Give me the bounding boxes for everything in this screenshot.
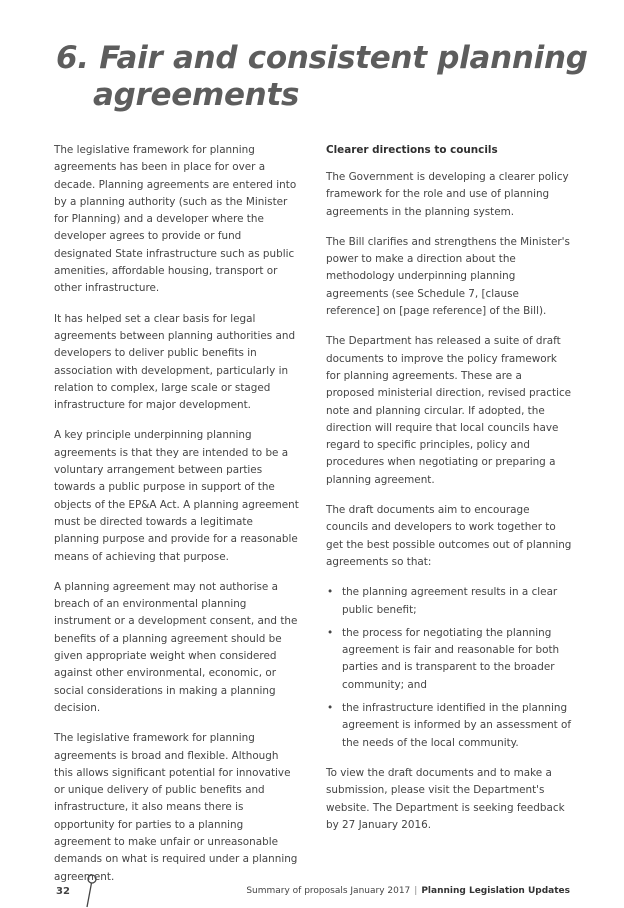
- bullet-icon: •: [327, 586, 334, 599]
- bullet-list: [326, 584, 572, 752]
- publication-name: Planning Legislation Updates: [421, 886, 570, 896]
- page-footer: [0, 876, 624, 906]
- section-subheading: Clearer directions to councils: [326, 144, 498, 156]
- page-title-line-1: 6. Fair and consistent planning: [56, 40, 588, 76]
- paragraph: A key principle underpinning planning agreements is that they are intended to be a voluntary arrangement between parties towards a public purpose in support of the objects of the EP&A Act. A planning agreement must be directed towards a legitimate planning purpose and provide for a reasonable means of achieving that purpose.: [54, 429, 299, 563]
- list-item: [326, 584, 572, 619]
- list-item: [326, 625, 572, 694]
- bullet-icon: •: [327, 702, 334, 715]
- paragraph: The draft documents aim to encourage councils and developers to work together to get the best possible outcomes out of planning agreements so that:: [326, 504, 572, 568]
- list-item: [326, 700, 572, 752]
- page-title: [56, 40, 596, 114]
- footer-separator: |: [414, 886, 418, 896]
- page-number: 32: [56, 886, 70, 897]
- list-item-text: the planning agreement results in a clear public benefit;: [342, 586, 558, 616]
- page-title-line-2: agreements: [93, 77, 300, 113]
- location-pin-icon: [84, 874, 98, 908]
- footer-text: [246, 886, 570, 896]
- bullet-icon: •: [327, 626, 334, 639]
- paragraph: The Government is developing a clearer policy framework for the role and use of planning agreements in the planning system.: [326, 171, 569, 218]
- right-column: [326, 142, 572, 847]
- paragraph: The legislative framework for planning agreements is broad and flexible. Although this allows significant potential for innovative or unique delivery of public benefits and infrastructure, it also means there is opportunity for parties to a planning agreement to make unfair or unreasonable demands on what is required under a planning agreement.: [54, 732, 298, 883]
- paragraph: A planning agreement may not authorise a breach of an environmental planning instrument or a development consent, and the benefits of a planning agreement should be given appropriate weight when considered against other environmental, economic, or social considerations in making a planning decision.: [54, 580, 298, 714]
- list-item-text: the infrastructure identified in the planning agreement is informed by an assessment of the needs of the local community.: [342, 702, 572, 749]
- paragraph: The legislative framework for planning agreements has been in place for over a decade. Planning agreements are entered into by a planning authority (such as the Minister for Planning) and a developer where the developer agrees to provide or fund designated State infrastructure such as public amenities, affordable housing, transport or other infrastructure.: [54, 144, 297, 295]
- paragraph: To view the draft documents and to make a submission, please visit the Department's website. The Department is seeking feedback by 27 January 2016.: [326, 766, 565, 831]
- doc-title: Summary of proposals January 2017: [246, 886, 411, 896]
- paragraph: It has helped set a clear basis for legal agreements between planning authorities and developers to deliver public benefits in association with development, particularly in relation to complex, large scale or staged infrastructure for major development.: [54, 312, 296, 412]
- paragraph: The Department has released a suite of draft documents to improve the policy framework for planning agreements. These are a proposed ministerial direction, revised practice note and planning circular. If adopted, the direction will require that local councils have regard to specific principles, policy and procedures when negotiating or preparing a planning agreement.: [326, 335, 572, 486]
- left-column: [54, 142, 300, 899]
- paragraph: The Bill clarifies and strengthens the Minister's power to make a direction about the methodology underpinning planning agreements (see Schedule 7, [clause reference] on [page reference] of the Bill).: [326, 235, 570, 318]
- list-item-text: the process for negotiating the planning agreement is fair and reasonable for both parties and is transparent to the broader community; and: [342, 626, 560, 691]
